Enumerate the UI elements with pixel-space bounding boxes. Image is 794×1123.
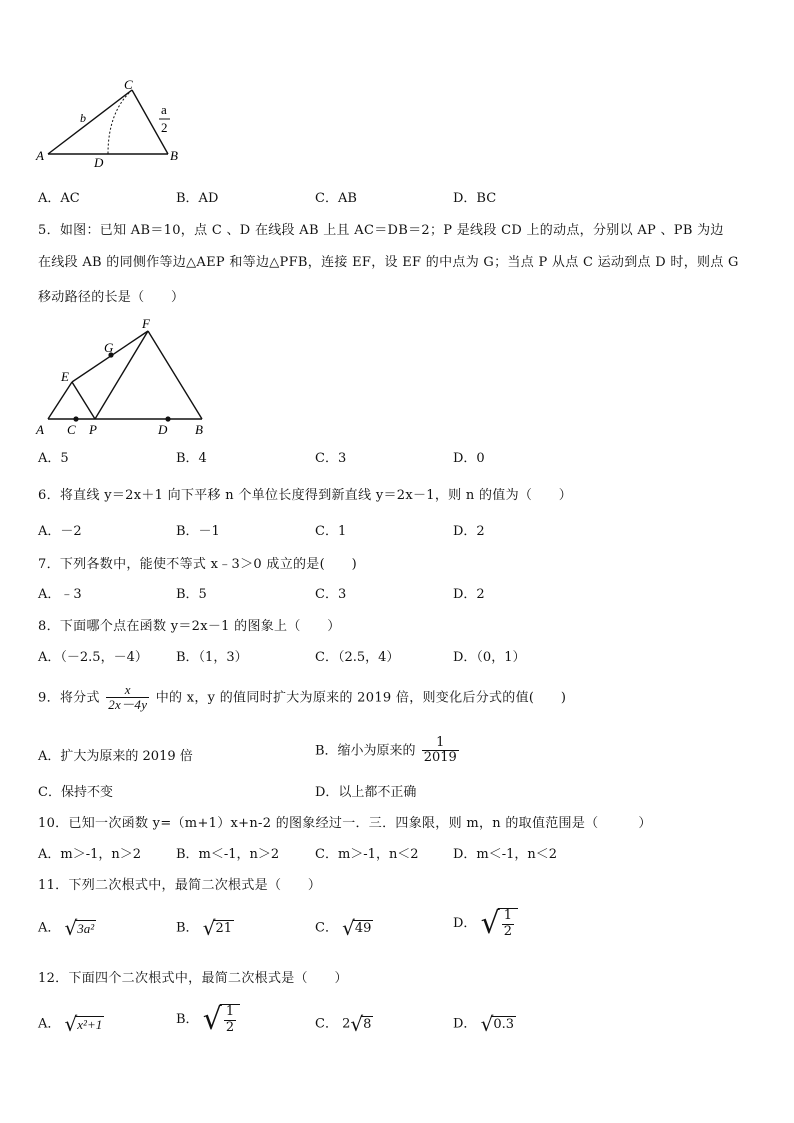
q9-option-c[interactable]: C．保持不变 [38, 785, 113, 800]
q10-option-c[interactable]: C．m＞-1，n＜2 [315, 847, 419, 862]
q11-option-d-label: D． [453, 916, 477, 931]
label-a-num: a [161, 102, 167, 117]
q6-option-d[interactable]: D．2 [453, 524, 485, 539]
q11-option-b-label: B． [176, 920, 199, 936]
q7-option-b[interactable]: B．5 [176, 587, 207, 602]
radical-icon: √ [342, 916, 355, 940]
q10-option-d[interactable]: D．m＜-1，n＜2 [453, 847, 558, 862]
radical-icon: √ [480, 1012, 494, 1036]
q4-option-b[interactable]: B．AD [176, 191, 219, 206]
q12-option-b[interactable] [176, 1002, 240, 1037]
q9-option-b[interactable] [315, 736, 461, 766]
q12-option-d-radicand: 0.3 [493, 1017, 515, 1032]
label-a: A [36, 148, 44, 163]
q11-option-d-num: 1 [503, 908, 512, 924]
q12-option-a-label: A． [38, 1016, 61, 1032]
q11-option-c-sqrt [342, 916, 373, 940]
q11-option-b[interactable] [176, 916, 234, 940]
q11-option-a-sqrt [65, 916, 97, 940]
segment-pf [95, 331, 148, 419]
q12-option-b-sqrt [203, 1002, 240, 1037]
q6-option-b[interactable]: B．－1 [176, 524, 220, 539]
q9-fraction-num: x [124, 682, 131, 697]
q11-text: 11．下列二次根式中，最简二次根式是（ ） [38, 878, 322, 893]
q8-option-a[interactable]: A．（－2.5，－4） [38, 650, 148, 665]
q9-option-b-num: 1 [436, 735, 445, 750]
q11-option-c-radicand: 49 [354, 921, 372, 936]
q12-option-a-sqrt [65, 1012, 105, 1036]
q12-option-d[interactable] [453, 1012, 516, 1036]
radical-icon: √ [202, 916, 216, 940]
q7-option-c[interactable]: C．3 [315, 587, 347, 602]
q12-option-c-radicand: 8 [363, 1017, 372, 1032]
q12-option-b-fraction [224, 1005, 236, 1035]
q4-option-d[interactable]: D．BC [453, 191, 497, 206]
q9-option-b-den: 2019 [423, 750, 457, 766]
q5-line1: 5．如图：已知 AB＝10，点 C 、D 在线段 AB 上且 AC＝DB＝2；P 是线段 CD 上的动点，分别以 AP 、PB 为边 [38, 223, 724, 238]
q12-text: 12．下面四个二次根式中，最简二次根式是（ ） [38, 971, 348, 986]
segment-fb [148, 331, 202, 419]
q12-option-d-label: D． [453, 1016, 477, 1032]
q12-option-b-radicand [220, 1004, 240, 1035]
figure-triangle-abc [30, 78, 200, 170]
q9-post: 中的 x，y 的值同时扩大为原来的 2019 倍，则变化后分式的值( ) [155, 690, 567, 706]
q12-option-d-sqrt [481, 1012, 516, 1036]
label-d: D [94, 155, 104, 170]
radical-icon: √ [64, 916, 78, 940]
segment-ep [72, 382, 95, 419]
segment-ac [48, 90, 132, 154]
q8-option-c[interactable]: C．（2.5，4） [315, 650, 400, 665]
q12-option-c-sqrt [350, 1012, 373, 1036]
fig2-label-a: A [36, 422, 44, 437]
q7-text: 7．下列各数中，能使不等式 x﹣3＞0 成立的是( ) [38, 557, 357, 572]
q11-option-d-fraction [502, 909, 514, 939]
q11-option-c-label: C． [315, 920, 338, 936]
q6-text: 6．将直线 y＝2x＋1 向下平移 n 个单位长度得到新直线 y＝2x－1，则 n 的值为（ ） [38, 488, 573, 503]
point-d [165, 416, 170, 421]
q9-pre: 9．将分式 [38, 690, 100, 706]
q11-option-c[interactable] [315, 916, 373, 940]
fig2-label-b: B [195, 422, 203, 437]
label-c: C [124, 78, 133, 92]
q12-option-c[interactable] [315, 1012, 373, 1036]
q5-option-d[interactable]: D．0 [453, 451, 485, 466]
label-a-den: 2 [161, 120, 168, 135]
label-b-point: B [170, 148, 178, 163]
q10-text: 10．已知一次函数 y=（m+1）x+n-2 的图象经过一．三．四象限，则 m，n 的取值范围是（ ） [38, 816, 652, 831]
label-b-side: b [80, 111, 86, 125]
q9-option-a[interactable]: A．扩大为原来的 2019 倍 [38, 749, 193, 764]
fig2-label-e: E [61, 369, 69, 384]
q10-option-a[interactable]: A．m＞-1，n＞2 [38, 847, 142, 862]
q11-option-b-radicand: 21 [215, 921, 232, 936]
radical-icon: √ [480, 906, 500, 941]
q9-fraction-den: 2x－4y [108, 697, 148, 713]
point-c [73, 416, 78, 421]
q10-option-b[interactable]: B．m＜-1，n＞2 [176, 847, 280, 862]
q11-option-d[interactable] [453, 906, 518, 941]
q5-option-a[interactable]: A．5 [38, 451, 69, 466]
q8-text: 8．下面哪个点在函数 y＝2x－1 的图象上（ ） [38, 619, 341, 634]
q12-option-b-label: B． [176, 1012, 199, 1027]
q12-option-c-coef: 2 [342, 1016, 351, 1032]
q11-option-d-radicand [498, 908, 518, 939]
q11-option-d-sqrt [481, 906, 518, 941]
figure-equilateral-triangles [30, 316, 215, 438]
q12-option-b-num: 1 [225, 1004, 235, 1020]
q7-option-a[interactable]: A．﹣3 [38, 587, 82, 602]
q12-option-a[interactable] [38, 1012, 104, 1036]
q5-option-c[interactable]: C．3 [315, 451, 347, 466]
fig2-label-c: C [67, 422, 76, 437]
q9-option-d[interactable]: D．以上都不正确 [315, 785, 417, 800]
radical-icon: √ [64, 1012, 78, 1036]
q7-option-d[interactable]: D．2 [453, 587, 485, 602]
q4-option-c[interactable]: C．AB [315, 191, 357, 206]
q11-option-a[interactable] [38, 916, 96, 940]
q11-option-b-sqrt [203, 916, 234, 940]
q9-fraction [106, 683, 149, 713]
q9-option-b-pre: B．缩小为原来的 [315, 743, 416, 759]
radical-icon: √ [202, 1002, 222, 1037]
q5-line2: 在线段 AB 的同侧作等边△AEP 和等边△PFB，连接 EF，设 EF 的中点为 G；当点 P 从点 C 运动到点 D 时，则点 G [38, 255, 739, 270]
q8-option-b[interactable]: B．（1，3） [176, 650, 248, 665]
q9-question [38, 683, 566, 713]
q6-option-c[interactable]: C．1 [315, 524, 347, 539]
fig2-label-g: G [104, 340, 114, 355]
q5-option-b[interactable]: B．4 [176, 451, 207, 466]
q11-option-a-radicand: 3a² [77, 920, 95, 936]
q9-option-b-fraction [422, 736, 459, 766]
fig2-label-d: D [158, 422, 168, 437]
q11-option-a-label: A． [38, 920, 61, 936]
q11-option-d-den: 2 [503, 923, 512, 939]
q12-option-a-radicand: x²+1 [77, 1016, 103, 1032]
q5-line3: 移动路径的长是（ ） [38, 290, 185, 305]
q4-option-a[interactable]: A．AC [38, 191, 80, 206]
q6-option-a[interactable]: A．－2 [38, 524, 82, 539]
q8-option-d[interactable]: D．（0，1） [453, 650, 526, 665]
fig2-label-p: P [89, 422, 97, 437]
q12-option-c-label: C． [315, 1016, 338, 1032]
fig2-label-f: F [142, 316, 150, 331]
q12-option-b-den: 2 [225, 1019, 235, 1035]
segment-ae [48, 382, 72, 419]
radical-icon: √ [350, 1012, 364, 1036]
